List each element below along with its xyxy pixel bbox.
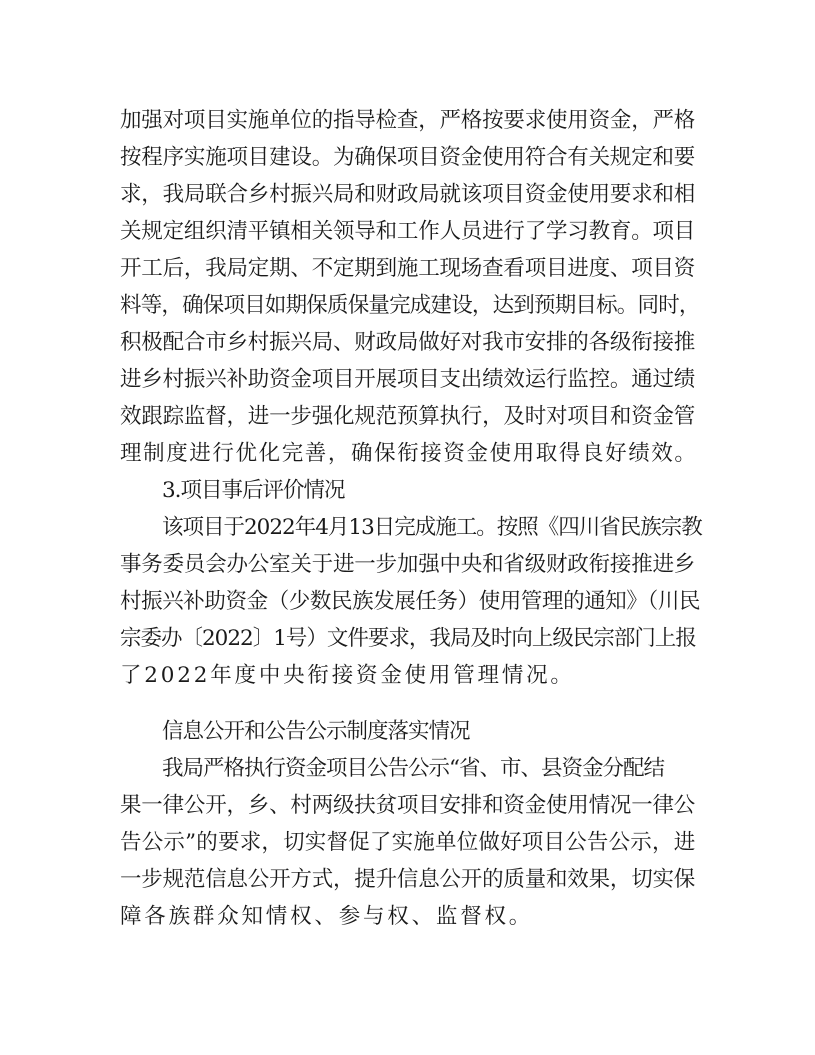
paragraph-line: 进乡村振兴补助资金项目开展项目支出绩效运行监控。通过绩 (120, 367, 696, 392)
paragraph-line: 料等，确保项目如期保质保量完成建设，达到预期目标。同时， (120, 293, 700, 318)
paragraph-line: 求，我局联合乡村振兴局和财政局就该项目资金使用要求和相 (120, 182, 696, 207)
paragraph-line: 该项目于2022年4月13日完成施工。按照《四川省民族宗教 (162, 515, 702, 540)
paragraph-line: 加强对项目实施单位的指导检查，严格按要求使用资金，严格 (120, 108, 696, 133)
paragraph-line: 积极配合市乡村振兴局、财政局做好对我市安排的各级衔接推 (120, 330, 696, 355)
paragraph-line: 村振兴补助资金（少数民族发展任务）使用管理的通知》（川民 (120, 589, 701, 614)
paragraph-line: 了2022年度中央衔接资金使用管理情况。 (120, 663, 575, 688)
paragraph-line: 障各族群众知情权、参与权、监督权。 (120, 904, 534, 929)
paragraph-line: 一步规范信息公开方式，提升信息公开的质量和效果，切实保 (120, 867, 696, 892)
paragraph-line: 果一律公开，乡、村两级扶贫项目安排和资金使用情况一律公 (120, 793, 696, 818)
section-heading: 3.项目事后评价情况 (162, 478, 345, 503)
paragraph-line: 关规定组织清平镇相关领导和工作人员进行了学习教育。项目 (120, 219, 696, 244)
section-heading: 信息公开和公告公示制度落实情况 (162, 719, 470, 744)
paragraph-line: 我局严格执行资金项目公告公示“省、市、县资金分配结 (162, 756, 664, 781)
paragraph-line: 告公示”的要求，切实督促了实施单位做好项目公告公示，进 (120, 830, 696, 855)
paragraph-line: 效跟踪监督，进一步强化规范预算执行，及时对项目和资金管 (120, 404, 696, 429)
paragraph-line: 按程序实施项目建设。为确保项目资金使用符合有关规定和要 (120, 145, 696, 170)
paragraph-line: 理制度进行优化完善，确保衔接资金使用取得良好绩效。 (120, 441, 698, 466)
paragraph-line: 事务委员会办公室关于进一步加强中央和省级财政衔接推进乡 (120, 552, 696, 577)
paragraph-line: 宗委办〔2022〕1号）文件要求，我局及时向上级民宗部门上报 (120, 626, 696, 651)
paragraph-line: 开工后，我局定期、不定期到施工现场查看项目进度、项目资 (120, 256, 696, 281)
